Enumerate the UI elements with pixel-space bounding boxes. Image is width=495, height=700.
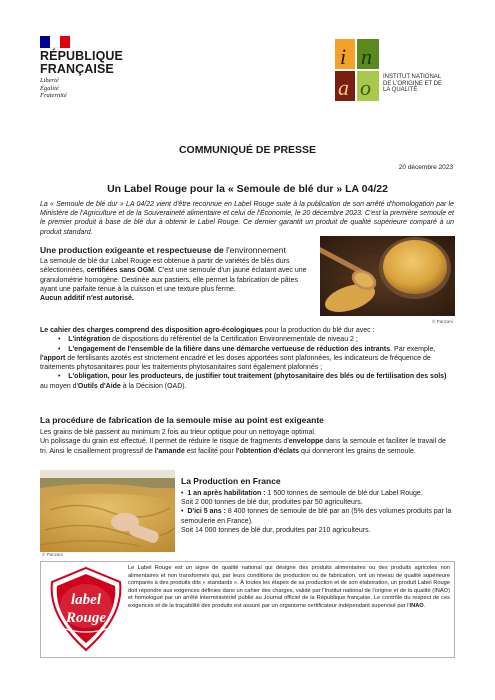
specifications-intro — [40, 326, 454, 335]
rf-motto — [40, 77, 67, 100]
list-item: • D'ici 5 ans : 8 400 tonnes de semoule de blé par an (5% des volumes produits par la semoulerie en France). — [181, 508, 452, 525]
inao-line-2: DE L'ORIGINE ET DE — [383, 80, 443, 87]
item-text: au moyen d' — [40, 382, 78, 390]
intro-paragraph: La « Semoule de blé dur » LA 04/22 vient d'être reconnue en Label Rouge suite à la publication de son arrêté d'homologation par le Ministère de l'Agriculture et de la Souveraineté alimentaire et celui de l'Économie, le 20 décembre 2023. C'est la première semoule et le premier produit à base de blé dur à obtenir le Label Rouge. Ce dernier garantit un produit de qualité supérieure comparé à un produit standard. — [40, 201, 454, 236]
p2f: l'obtention d'éclats — [235, 447, 300, 455]
inao-line-3: LA QUALITÉ — [383, 87, 418, 93]
rf-line-1: RÉPUBLIQUE — [40, 49, 123, 63]
release-date: 20 décembre 2023 — [398, 164, 453, 171]
logo-word-rouge: Rouge — [65, 610, 107, 626]
republique-francaise-flag — [40, 36, 70, 48]
item-text: 8 400 tonnes de semoule de blé par an (5% des volumes produits par la semoulerie en France). — [181, 508, 452, 525]
item-bold-2: Outils d'Aide — [77, 382, 121, 390]
section-production-body — [40, 257, 312, 303]
p2e: est facilité pour — [184, 447, 236, 455]
item-bold: L'engagement de l'ensemble de la filière dans une démarche vertueuse de réduction des intrants — [68, 345, 391, 353]
item-bold: 1 an après habilitation : — [187, 490, 266, 497]
label-rouge-description — [128, 565, 450, 611]
semolina-bowl-photo — [320, 236, 455, 316]
photo-credit-2: © Panzani — [42, 552, 63, 557]
item-text: 1 500 tonnes de semoule de blé dur Label Rouge. — [265, 490, 423, 497]
svg-text:i: i — [340, 44, 347, 69]
section-production-title — [40, 245, 286, 255]
item-text: de dispositions du référentiel de la Certification Environnementale de niveau 2 ; — [110, 336, 358, 344]
inao-line-1: INSTITUT NATIONAL — [383, 74, 442, 80]
main-title: Un Label Rouge pour la « Semoule de blé dur » LA 04/22 — [107, 183, 388, 195]
list-item: • L'engagement de l'ensemble de la filière dans une démarche vertueuse de réduction des intrants. Par exemple, l'apport de fertilisants azotés est strictement encadré et les doses apportées sont plafonnées, les indicateurs de fréquence de traitements phytosanitaires pour les traitements phytosanitaires sont également plafonnés ; — [40, 345, 436, 372]
svg-text:a: a — [338, 75, 349, 100]
body-b: certifiées sans OGM — [86, 267, 155, 275]
motto-fraternite: Fraternité — [40, 92, 67, 99]
charges-bold: Le cahier des charges comprend des disposition agro-écologiques — [40, 327, 263, 334]
procedure-line-2 — [40, 437, 454, 456]
item-text: . Par exemple, — [390, 345, 436, 353]
item-line-2: Soit 14 000 tonnes de blé dur, produites par 210 agriculteurs. — [181, 526, 371, 534]
production-france-title: La Production en France — [181, 476, 281, 486]
p2g: qui donneront les grains de semoule. — [299, 447, 416, 455]
section-production-title-rest: l'environnement — [223, 245, 286, 255]
procedure-line-1: Les grains de blé passent au minimum 2 fois au trieur optique pour un nettoyage optimal. — [40, 429, 316, 436]
rf-line-2: FRANÇAISE — [40, 61, 114, 76]
press-release-title: COMMUNIQUÉ DE PRESSE — [178, 144, 317, 156]
p2d: l'amande — [154, 447, 185, 455]
item-bold: D'ici 5 ans : — [187, 508, 226, 516]
section-procedure-title: La procédure de fabrication de la semoule mise au point est exigeante — [40, 415, 324, 425]
no-additive-statement: Aucun additif n'est autorisé. — [40, 295, 134, 303]
section-procedure-body — [40, 428, 454, 456]
production-france-body — [181, 489, 456, 535]
motto-liberte: Liberté — [40, 77, 59, 84]
p2a: Un polissage du grain est effectué. Il permet de réduire le risque de fragments d' — [40, 438, 289, 446]
item-bold-2: l'apport — [40, 354, 66, 362]
label-rouge-logo — [48, 566, 124, 652]
item-text-2: de fertilisants azotés est strictement encadré et les doses apportées sont plafonnées, les indicateurs de fréquence de traitements phytosanitaires pour les traitements phytosanitaires sont également plafonnés ; — [40, 354, 431, 372]
republique-francaise-logo — [40, 50, 123, 75]
item-bold: L'intégration — [68, 336, 111, 344]
charges-rest: pour la production du blé dur avec : — [262, 327, 375, 334]
lr-text-dot: . — [423, 602, 426, 609]
logo-word-label: label — [71, 592, 101, 608]
lr-text-inao: INAO — [409, 602, 424, 609]
photo-credit-1: © Panzani — [432, 319, 453, 324]
svg-text:o: o — [360, 75, 371, 100]
list-item: • L'intégration de dispositions du référentiel de la Certification Environnementale de niveau 2 ; — [58, 336, 358, 344]
item-line-2: Soit 2 000 tonnes de blé dur, produites par 50 agriculteurs. — [181, 499, 363, 507]
body-c: . C'est une semoule d'un jaune éclatant avec une granulométrie homogène. Destinée aux pastiers, elle permet la fabrication de pâtes ayant une parfaite tenue à la cuisson et une texture plus ferme. — [40, 267, 307, 293]
item-text-2: à la Décision (OAD). — [120, 382, 187, 390]
section-production-title-bold: Une production exigeante et respectueuse de — [40, 245, 224, 255]
specifications-list — [40, 326, 454, 391]
body-a: La semoule de blé dur Label Rouge est obtenue à partir de variétés de blés durs sélectionnées, — [40, 258, 290, 275]
lr-text-body: Le Label Rouge est un signe de qualité national qui désigne des produits alimentaires ou des produits agricoles non alimentaires et non transformés qui, par leurs conditions de production ou de fabrication, ont un niveau de qualité supérieure comparés à des produits dits « standards ». À toutes les étapes de sa production et de son élaboration, un produit Label Rouge doit répondre aux exigences définies dans un cahier des charges, validé par l'Institut national de l'origine et de la qualité (INAO) et homologué par un arrêté interministériel publié au Journal officiel de la République française. Le contrôle du respect de ces exigences et de la traçabilité des produits est assuré par un organisme certificateur indépendant supervisé par l' — [128, 565, 450, 609]
list-item: • L'obligation, pour les producteurs, de justifier tout traitement (phytosanitaire des blés ou de fertilisation des sols) au moyen d'Outils d'Aide à la Décision (OAD). — [40, 373, 447, 390]
list-item: • 1 an après habilitation : 1 500 tonnes de semoule de blé dur Label Rouge. — [181, 490, 423, 497]
inao-logo — [334, 38, 380, 102]
wheat-harvest-photo — [40, 470, 175, 552]
svg-text:n: n — [361, 44, 372, 69]
motto-egalite: Égalité — [40, 84, 59, 92]
item-bold: L'obligation, pour les producteurs, de justifier tout traitement (phytosanitaire des blés ou de fertilisation des sols) — [68, 373, 447, 381]
p2c: dans la semoule et faciliter le travail de tri. Ainsi le cisaillement progressif de — [40, 438, 446, 455]
p2b: enveloppe — [288, 438, 324, 446]
inao-name — [383, 74, 442, 94]
